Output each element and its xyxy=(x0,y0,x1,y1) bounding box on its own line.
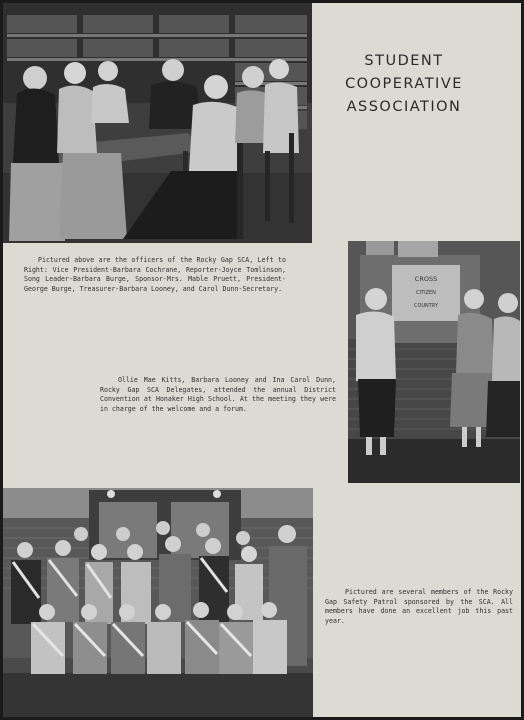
page-title xyxy=(329,50,479,119)
bulletin-text-2: CITIZEN xyxy=(416,290,436,296)
yearbook-page xyxy=(3,3,521,717)
safety-patrol-photo xyxy=(3,488,313,717)
delegates-photo-image xyxy=(348,241,520,483)
bulletin-text-1: CROSS xyxy=(414,275,438,283)
safety-patrol-photo-image xyxy=(3,488,313,717)
title-line-3: ASSOCIATION xyxy=(346,99,462,115)
title-line-2: COOPERATIVE xyxy=(345,76,463,92)
officers-caption: Pictured above are the officers of the Rocky Gap SCA, Left to Right: Vice President-Barbara Cochrane, Reporter-Joyce Tomlinson, Song Leader-Barbara Burge, Sponsor-Mrs. Mable Pruett, President-George Burge, Treasurer-Barbara Looney, and Carol Dunn-Secretary. xyxy=(24,256,286,293)
officers-photo xyxy=(3,3,312,243)
bulletin-text-3: COUNTRY xyxy=(413,303,439,309)
title-line-1: STUDENT xyxy=(364,53,444,69)
officers-photo-image xyxy=(3,3,312,243)
delegates-caption: Ollie Mae Kitts, Barbara Looney and Ina Carol Dunn, Rocky Gap SCA Delegates, attended the annual District Convention at Honaker High School. At the meeting they were in charge of the welcome and a forum. xyxy=(100,376,336,413)
delegates-photo xyxy=(348,241,520,483)
safety-patrol-caption: Pictured are several members of the Rocky Gap Safety Patrol sponsored by the SCA. All members have done an excellent job this past year. xyxy=(325,588,513,625)
